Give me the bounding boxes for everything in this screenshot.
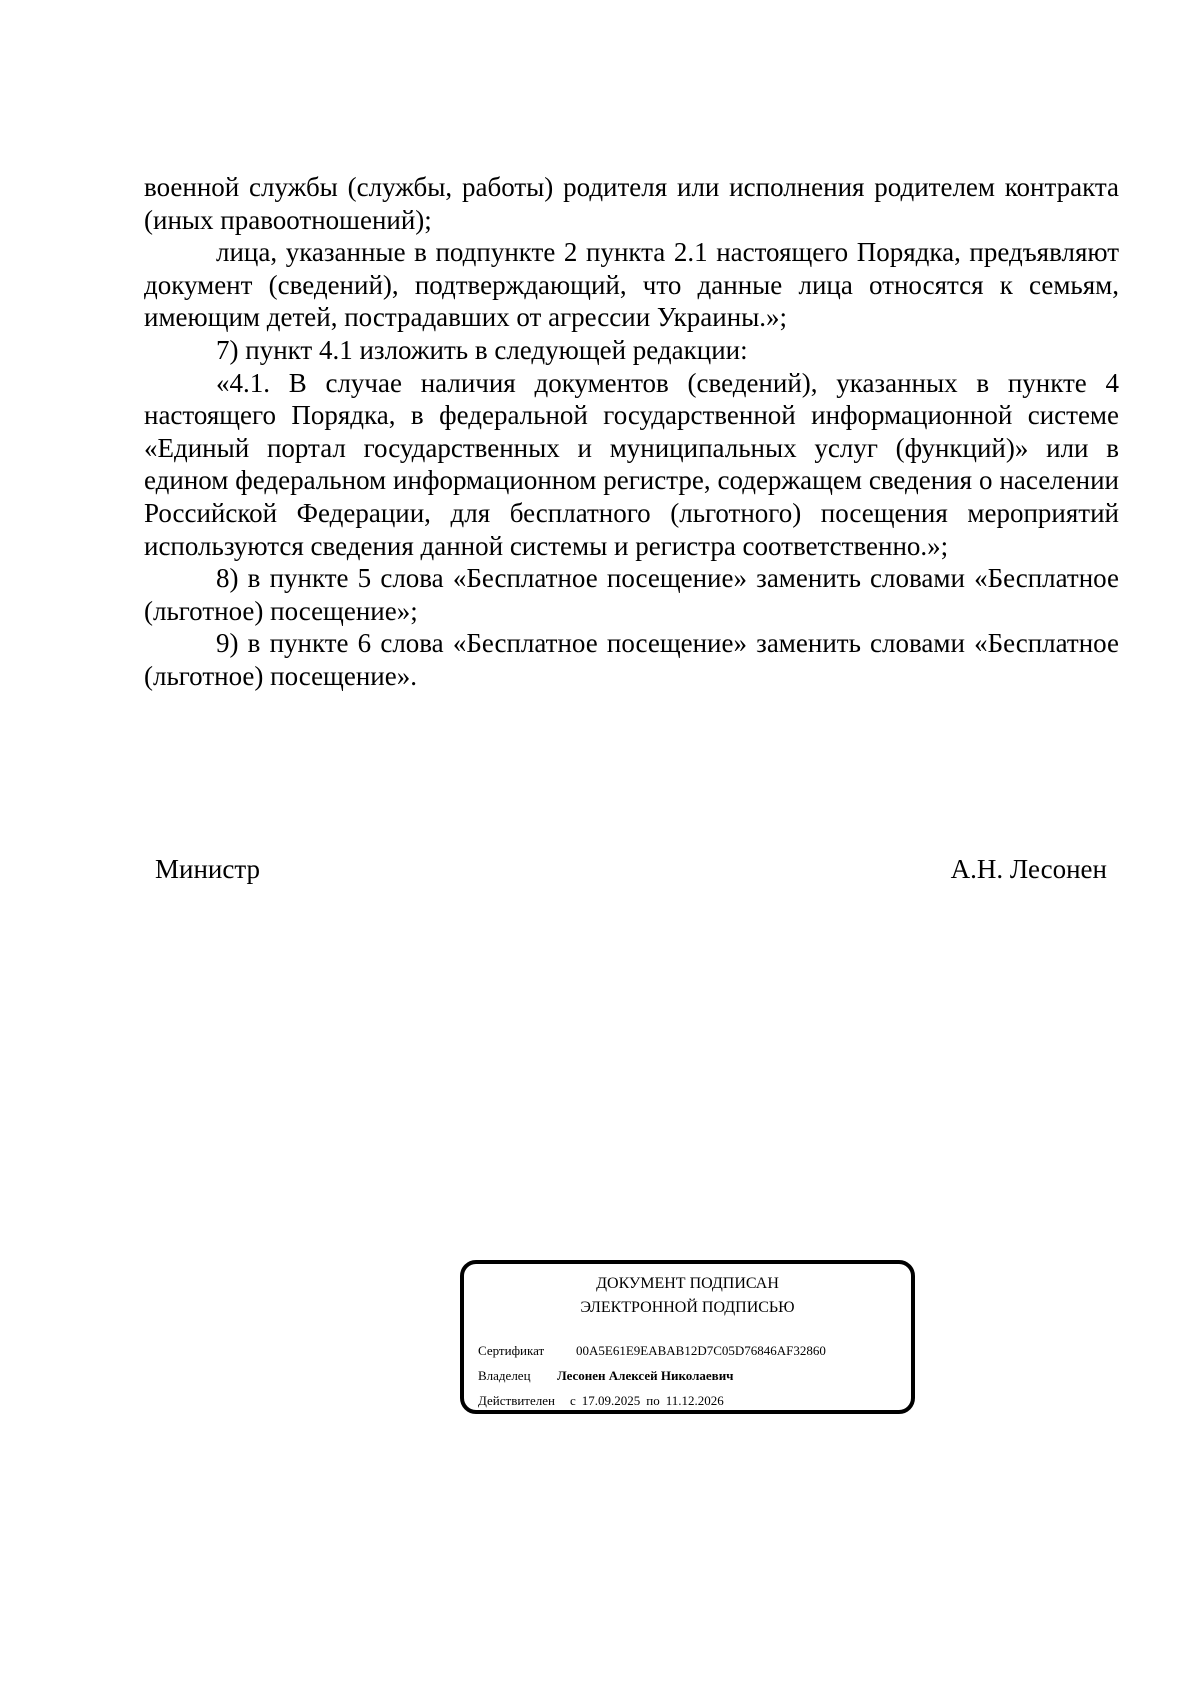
signatory-role: Министр (155, 854, 260, 884)
owner-label: Владелец (478, 1368, 531, 1383)
stamp-validity-row (478, 1392, 724, 1410)
electronic-signature-stamp (460, 1260, 915, 1414)
stamp-title (464, 1272, 911, 1320)
stamp-owner-row (478, 1367, 734, 1385)
paragraph-item-9: 9) в пункте 6 слова «Бесплатное посещение» заменить словами «Бесплатное (льготное) посещение». (144, 628, 1119, 691)
owner-value: Лесонен Алексей Николаевич (557, 1368, 734, 1383)
paragraph-item-8: 8) в пункте 5 слова «Бесплатное посещение» заменить словами «Бесплатное (льготное) посещение»; (144, 563, 1119, 626)
certificate-label: Сертификат (478, 1343, 545, 1358)
signatory-name: А.Н. Лесонен (950, 854, 1107, 884)
stamp-certificate-row (478, 1342, 826, 1360)
paragraph-item-7: 7) пункт 4.1 изложить в следующей редакции: (216, 334, 748, 365)
valid-from-prefix: с (570, 1393, 576, 1408)
valid-to-date: 11.12.2026 (665, 1393, 724, 1408)
valid-label: Действителен (478, 1393, 555, 1408)
valid-from-date: 17.09.2025 (581, 1393, 641, 1408)
paragraph-continuation: военной службы (службы, работы) родителя или исполнения родителем контракта (иных правоотношений); (144, 172, 1119, 235)
document-body (144, 171, 1119, 693)
valid-to-prefix: по (646, 1393, 660, 1408)
paragraph-item-4-1: «4.1. В случае наличия документов (сведений), указанных в пункте 4 настоящего Порядка, в федеральной государственной информационной системе «Единый портал государственных и муниципальных услуг (функций)» или в едином федеральном информационном регистре, содержащем сведения о населении Российской Федерации, для бесплатного (льготного) посещения мероприятий используются сведения данной системы и регистра соответственно.»; (144, 367, 1119, 561)
certificate-value: 00A5E61E9EABAB12D7C05D76846AF32860 (576, 1343, 826, 1358)
paragraph-persons-documents: лица, указанные в подпункте 2 пункта 2.1 настоящего Порядка, предъявляют документ (сведений), подтверждающий, что данные лица относятся к семьям, имеющим детей, пострадавших от агрессии Украины.»; (144, 237, 1119, 333)
stamp-title-line2: ЭЛЕКТРОННОЙ ПОДПИСЬЮ (580, 1299, 795, 1316)
stamp-title-line1: ДОКУМЕНТ ПОДПИСАН (596, 1275, 779, 1292)
